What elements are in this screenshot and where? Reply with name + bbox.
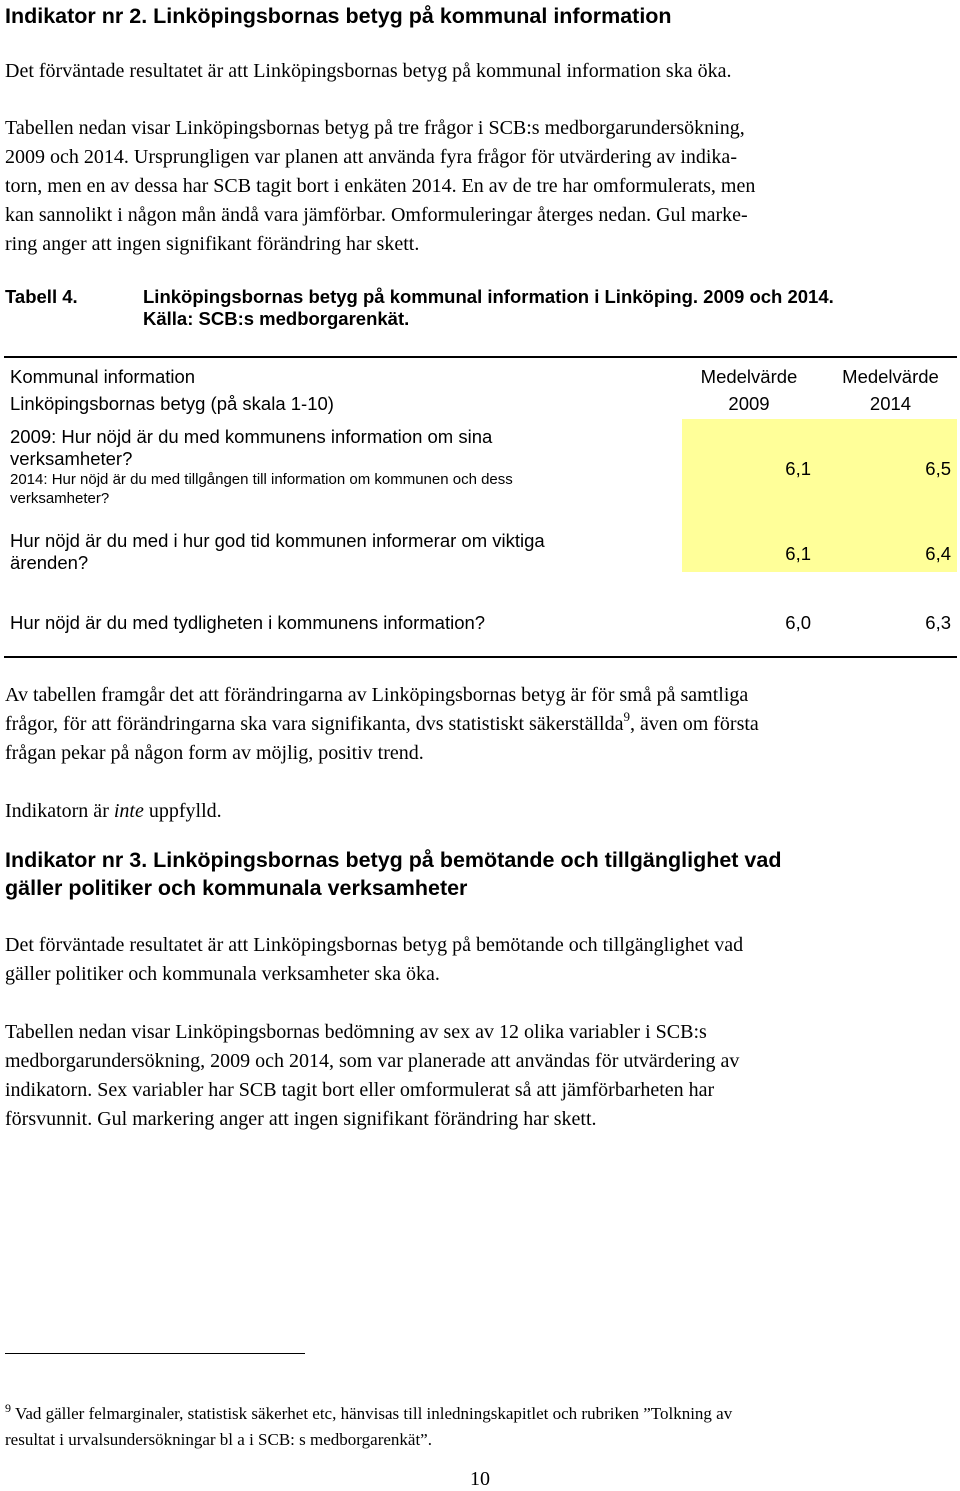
indicator-status [5, 797, 955, 826]
conclusion-line: frågan pekar på någon form av möjlig, positiv trend. [5, 742, 424, 764]
indicator-3-description [5, 1018, 955, 1134]
table-row-3-value-2014: 6,3 [925, 612, 951, 633]
table-4-caption [143, 286, 834, 330]
conclusion-line: Av tabellen framgår det att förändringarna av Linköpingsbornas betyg är för små på samtliga [5, 684, 749, 706]
table-header-2009 [684, 366, 814, 415]
question-line: verksamheter? [10, 448, 133, 469]
description-line: kan sannolikt i någon mån ändå vara jämförbar. Omformuleringar återges nedan. Gul marke- [5, 204, 748, 226]
footnote-text: Vad gäller felmarginaler, statistisk säkerhet etc, hänvisas till inledningskapitlet och rubriken ”Tolkning av [11, 1404, 733, 1423]
table-row-3-question: Hur nöjd är du med tydligheten i kommunens information? [10, 612, 486, 633]
table-row-1-value-2014: 6,5 [925, 458, 951, 479]
footnote [5, 1395, 955, 1453]
status-text: uppfylld. [143, 800, 222, 822]
description-line: Tabellen nedan visar Linköpingsbornas bedömning av sex av 12 olika variabler i SCB:s [5, 1021, 707, 1043]
table-row-1-question [10, 426, 670, 508]
description-line: indikatorn. Sex variabler har SCB tagit bort eller omformulerat så att jämförbarheten har [5, 1079, 715, 1101]
indicator-2-heading: Indikator nr 2. Linköpingsbornas betyg på kommunal information [5, 4, 672, 28]
table-4-caption-line: Linköpingsbornas betyg på kommunal information i Linköping. 2009 och 2014. [143, 286, 834, 307]
page-number: 10 [470, 1468, 490, 1490]
footnote-line: resultat i urvalsundersökningar bl a i SCB: s medborgarenkät”. [5, 1430, 432, 1449]
header-col2-line2: 2009 [728, 393, 770, 414]
conclusion-text: , även om första [629, 713, 759, 735]
conclusion-line [5, 710, 955, 739]
question-line: 2014: Hur nöjd är du med tillgången till information om kommunen och dess [10, 471, 513, 488]
indicator-3-expected [5, 931, 955, 989]
header-col3-line2: 2014 [869, 393, 912, 414]
indicator-3-heading [5, 846, 955, 902]
heading-line: gäller politiker och kommunala verksamheter [5, 876, 468, 900]
footnote-separator [5, 1353, 305, 1354]
question-line: ärenden? [10, 552, 89, 573]
table-row-3-value-2009: 6,0 [785, 612, 811, 633]
table-row-2-value-2009: 6,1 [785, 543, 811, 564]
header-col3-line1: Medelvärde [842, 366, 939, 387]
table-header-2014 [824, 366, 957, 415]
footnote-reference: 9 [623, 709, 630, 724]
table-header-question [10, 366, 334, 415]
table-4-label: Tabell 4. [5, 286, 78, 307]
table-4 [4, 356, 957, 658]
description-line: 2009 och 2014. Ursprungligen var planen att använda fyra frågor för utvärdering av indika- [5, 146, 737, 168]
table-4-source: Källa: SCB:s medborgarenkät. [143, 308, 410, 329]
header-col1-line2: Linköpingsbornas betyg (på skala 1-10) [10, 393, 334, 414]
conclusion-paragraph [5, 681, 955, 768]
heading-line: Indikator nr 3. Linköpingsbornas betyg på bemötande och tillgänglighet vad [5, 848, 782, 872]
question-line: verksamheter? [10, 490, 110, 507]
conclusion-text: frågor, för att förändringarna ska vara signifikanta, dvs statistiskt säkerställda [5, 713, 624, 735]
question-line: Hur nöjd är du med i hur god tid kommunen informerar om viktiga [10, 530, 545, 551]
description-line: försvunnit. Gul markering anger att ingen signifikant förändring har skett. [5, 1108, 597, 1130]
description-line: medborgarundersökning, 2009 och 2014, som var planerade att användas för utvärdering av [5, 1050, 740, 1072]
table-row-2-question [10, 530, 670, 574]
header-col1-line1: Kommunal information [10, 366, 196, 387]
table-row-2-value-2014: 6,4 [925, 543, 951, 564]
footnote-number: 9 [5, 1401, 11, 1415]
header-col2-line1: Medelvärde [700, 366, 798, 387]
question-line: 2009: Hur nöjd är du med kommunens information om sina [10, 426, 493, 447]
status-emphasis: inte [113, 800, 144, 822]
status-text: Indikatorn är [5, 800, 114, 822]
footnote-line [5, 1395, 955, 1427]
indicator-2-expected: Det förväntade resultatet är att Linköpingsbornas betyg på kommunal information ska öka. [5, 60, 732, 82]
expected-line: gäller politiker och kommunala verksamheter ska öka. [5, 963, 440, 985]
description-line: torn, men en av dessa har SCB tagit bort i enkäten 2014. En av de tre har omformulerats, men [5, 175, 756, 197]
description-line: Tabellen nedan visar Linköpingsbornas betyg på tre frågor i SCB:s medborgarundersökning, [5, 117, 745, 139]
indicator-2-description [5, 114, 955, 259]
description-line: ring anger att ingen signifikant förändring har skett. [5, 233, 420, 255]
expected-line: Det förväntade resultatet är att Linköpingsbornas betyg på bemötande och tillgänglighet vad [5, 934, 744, 956]
table-row-1-value-2009: 6,1 [785, 458, 811, 479]
